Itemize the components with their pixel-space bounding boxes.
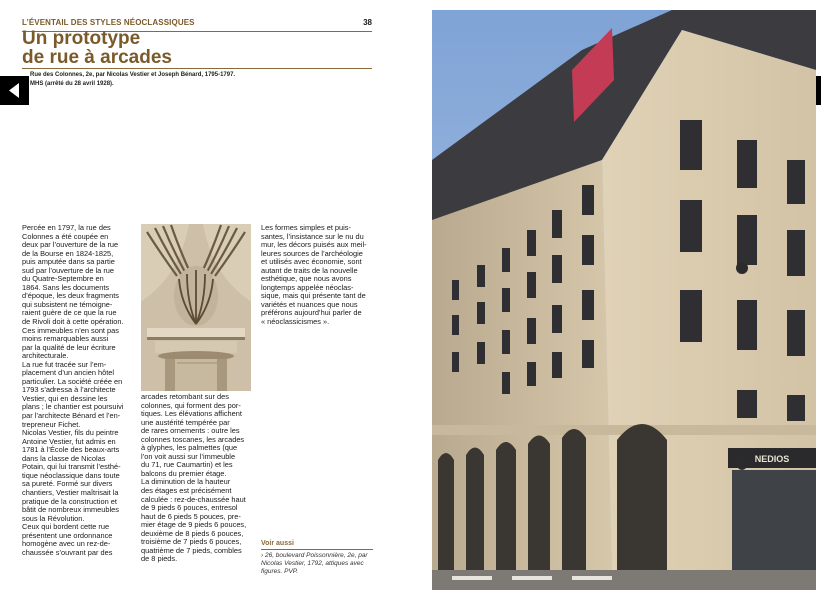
see-also-text: › 26, boulevard Poissonnière, 2e, par Nicolas Vestier, 1792, attiques avec figures. PVP. [261, 552, 368, 575]
title-line-2: de rue à arcades [22, 47, 172, 68]
shop-sign: NEDIOS [754, 454, 790, 464]
title-rule [22, 68, 372, 69]
section-label: L’ÉVENTAIL DES STYLES NÉOCLASSIQUES [22, 18, 195, 27]
triangle-left-icon [0, 76, 29, 105]
caption-line-1: Rue des Colonnes, 2e, par Nicolas Vestier et Joseph Bénard, 1795-1797. [30, 72, 236, 78]
see-also-heading: Voir aussi [261, 540, 294, 547]
body-text-column-3: Les formes simples et puis- santes, l’insistance sur le nu du mur, les décors puisés aux meil- leures sources de l’archéologie et utilisés avec économie, sont autant de traits de la nouvelle esthétique, que nous avons longtemps appelée néoclas- sique, mais qui présente tant de variétés et nuances que nous préférons aujourd’hui parler de « néoclassicismes ». [261, 223, 367, 327]
previous-page-button[interactable] [0, 76, 29, 105]
capital-detail-photo [141, 224, 251, 391]
title-line-1: Un prototype [22, 28, 141, 49]
see-also-rule [261, 549, 373, 550]
body-text-column-2: arcades retombant sur des colonnes, qui forment des por- tiques. Les élévations affichent une austérité tempérée par de rares ornements : outre les colonnes toscanes, les arcades à glyphes, les palmettes (que l’on voit aussi sur l’immeuble du 71, rue Caumartin) et les balcons du premier étage. La diminution de la hauteur des étages est précisément calculée : rez-de-chaussée haut de 9 pieds 6 pouces, entresol haut de 6 pieds 5 pouces, pre- mier étage de 9 pieds 6 pouces, deuxième de 8 pieds 6 pouces, troisième de 7 pieds 6 pouces, quatrième de 7 pieds, combles de 8 pieds. [141, 392, 247, 564]
photo-caption [30, 71, 235, 89]
body-text-column-1: Percée en 1797, la rue des Colonnes a été coupée en deux par l’ouverture de la rue de la Bourse en 1824-1825, puis amputée dans sa partie sud par l’ouverture de la rue du Quatre-Septembre en 1864. Sans les documents d’époque, les deux fragments qui subsistent ne témoigne- raient guère de ce que la rue de Rivoli doit à cette opération. Ces immeubles n’en sont pas moins remarquables aussi par la qualité de leur écriture architecturale. La rue fut tracée sur l’em- placement d’un ancien hôtel particulier. La société créée en 1793 s’adressa à l’architecte Vestier, qui en dessine les plans ; le chantier est poursuivi par l’architecte Bénard et l’en- trepreneur Fichet. Nicolas Vestier, fils du peintre Antoine Vestier, fut admis en 1781 à l’École des beaux-arts dans la classe de Nicolas Potain, qui lui transmit l’esthé- tique néoclassique dans toute sa pureté. Formé sur divers chantiers, Vestier maîtrisait la pratique de la construction et bâtit de nombreux immeubles sous la Révolution. Ceux qui bordent cette rue présentent une ordonnance homogène avec un rez-de- chaussée s’ouvrant par des [22, 223, 124, 557]
page-title [22, 29, 352, 67]
page-number: 38 [363, 18, 372, 27]
caption-line-2: MHS (arrêté du 28 avril 1928). [30, 81, 114, 87]
building-photo [432, 10, 816, 590]
